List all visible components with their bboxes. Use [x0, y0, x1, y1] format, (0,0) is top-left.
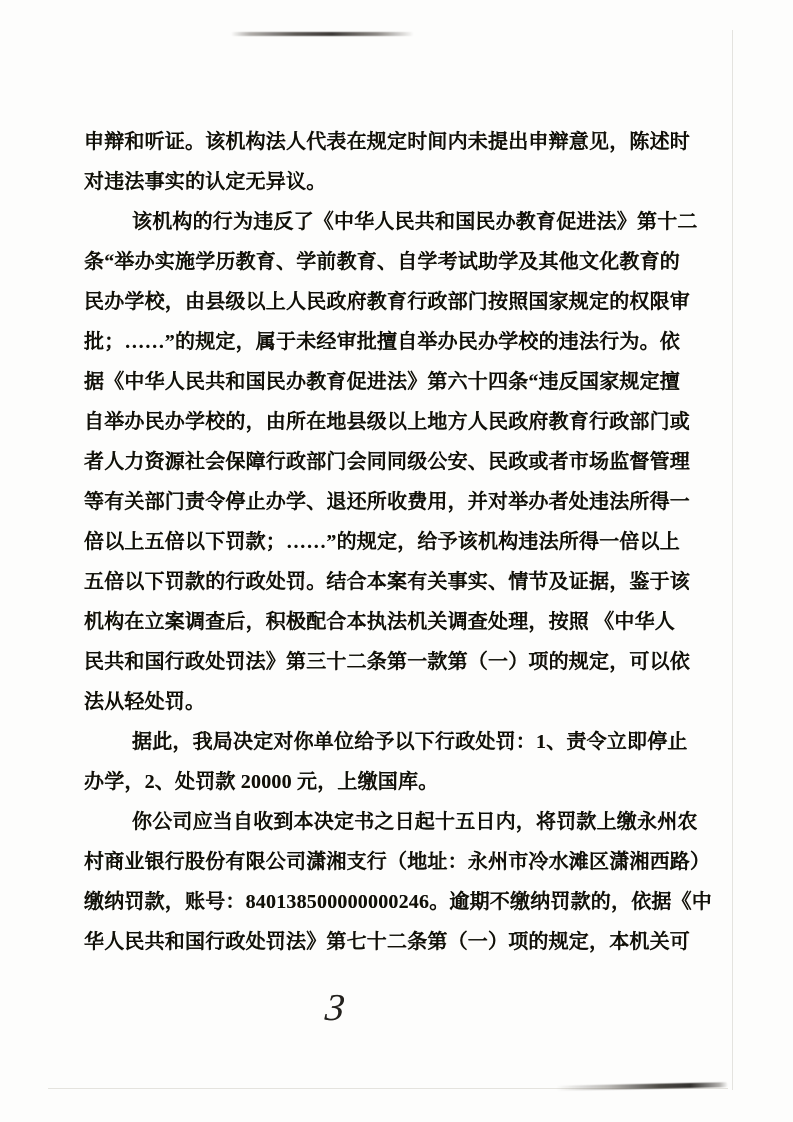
text-line: 该机构的行为违反了《中华人民共和国民办教育促进法》第十二 — [132, 211, 698, 233]
text-line: 条“举办实施学历教育、学前教育、自学考试助学及其他文化教育的 — [84, 251, 680, 273]
scan-artifact-right-edge — [732, 30, 733, 1090]
text-line: 五倍以下罚款的行政处罚。结合本案有关事实、情节及证据，鉴于该 — [84, 571, 690, 593]
text-line: 据《中华人民共和国民办教育促进法》第六十四条“违反国家规定擅 — [84, 371, 680, 393]
text-line: 你公司应当自收到本决定书之日起十五日内，将罚款上缴永州农 — [132, 811, 698, 833]
text-line: 批；……”的规定，属于未经审批擅自举办民办学校的违法行为。依 — [84, 331, 680, 353]
text-line: 倍以上五倍以下罚款；……”的规定，给予该机构违法所得一倍以上 — [84, 531, 680, 553]
text-line: 民办学校，由县级以上人民政府教育行政部门按照国家规定的权限审 — [84, 291, 690, 313]
text-line: 机构在立案调查后，积极配合本执法机关调查处理，按照 《中华人 — [84, 611, 675, 633]
text-line: 者人力资源社会保障行政部门会同同级公安、民政或者市场监督管理 — [84, 451, 690, 473]
text-line: 申辩和听证。该机构法人代表在规定时间内未提出申辩意见，陈述时 — [84, 131, 690, 153]
text-line: 民共和国行政处罚法》第三十二条第一款第（一）项的规定，可以依 — [84, 651, 690, 673]
text-line: 村商业银行股份有限公司潇湘支行（地址：永州市冷水滩区潇湘西路） — [84, 851, 711, 873]
scan-artifact-top-streak — [231, 32, 414, 36]
document-body — [84, 122, 724, 962]
scan-artifact-bottom-streak — [556, 1082, 728, 1091]
page-number: 3 — [323, 987, 347, 1029]
text-line: 法从轻处罚。 — [84, 691, 206, 713]
text-line: 据此，我局决定对你单位给予以下行政处罚：1、责令立即停止 — [132, 731, 688, 753]
text-line: 缴纳罚款，账号：840138500000000246。逾期不缴纳罚款的，依据《中 — [84, 891, 712, 913]
text-line: 等有关部门责令停止办学、退还所收费用，并对举办者处违法所得一 — [84, 491, 690, 513]
text-line: 华人民共和国行政处罚法》第七十二条第（一）项的规定，本机关可 — [84, 931, 690, 953]
text-line: 办学，2、处罚款 20000 元，上缴国库。 — [84, 771, 439, 793]
text-line: 对违法事实的认定无异议。 — [84, 171, 327, 193]
text-line: 自举办民办学校的，由所在地县级以上地方人民政府教育行政部门或 — [84, 411, 690, 433]
